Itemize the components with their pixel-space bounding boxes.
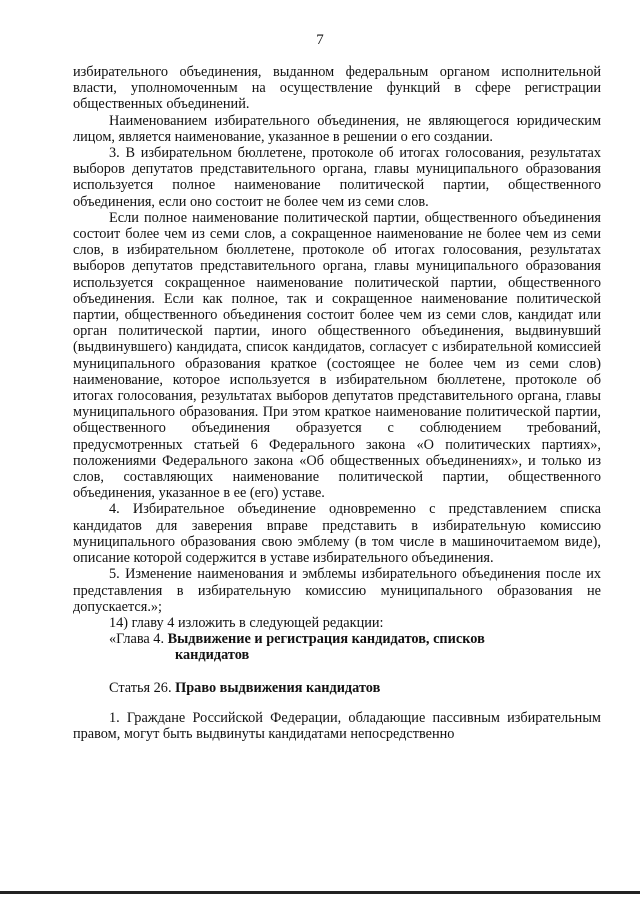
bottom-edge-line [0, 891, 640, 894]
paragraph: 4. Избирательное объединение одновременно с представлением списка кандидатов для заверения вправе представить в избирательную комиссию муниципального образования свою эмблему (в том числе в машиночитаемом виде), описание которой содержится в уставе избирательного объединения. [73, 501, 601, 567]
chapter-prefix: «Глава 4. [109, 631, 168, 648]
page-number: 7 [316, 32, 324, 48]
chapter-title: Выдвижение и регистрация кандидатов, списков [167, 631, 485, 648]
document-body [73, 64, 601, 742]
article-prefix: Статья 26. [109, 679, 176, 696]
paragraph: 1. Граждане Российской Федерации, обладающие пассивным избирательным правом, могут быть выдвинуты кандидатами непосредственно [73, 709, 601, 742]
chapter-heading [73, 631, 601, 647]
paragraph: 5. Изменение наименования и эмблемы избирательного объединения после их представления в избирательную комиссию муниципального образования не допускается.»; [73, 566, 601, 615]
paragraph: Наименованием избирательного объединения, не являющегося юридическим лицом, является наименование, указанное в решении о его создании. [73, 112, 601, 145]
paragraph: избирательного объединения, выданном федеральным органом исполнительной власти, уполномоченным на осуществление функций в сфере регистрации общественных объединений. [73, 64, 601, 113]
article-heading [73, 680, 601, 696]
paragraph: 14) главу 4 изложить в следующей редакции: [109, 614, 384, 631]
article-title: Право выдвижения кандидатов [175, 679, 381, 696]
chapter-title-continued: кандидатов [175, 647, 250, 664]
paragraph: Если полное наименование политической партии, общественного объединения состоит более чем из семи слов, а сокращенное наименование не более чем из семи слов, в избирательном бюллетене, протоколе об итогах голосования, результатах выборов депутатов представительного органа, главы муниципального образования используется сокращенное наименование политической партии, общественного объединения. Если как полное, так и сокращенное наименование политической партии, общественного объединения состоит более чем из семи слов, кандидат или орган политической партии, иного общественного объединения, выдвинувший (выдвинувшего) кандидата, список кандидатов, согласует с избирательной комиссией муниципального образования краткое (состоящее не более чем из семи слов) наименование, которое используется в избирательном бюллетене, протоколе об итогах голосования, результатах выборов депутатов представительного органа, главы муниципального образования. При этом краткое наименование политической партии, общественного объединения образуется с соблюдением требований, предусмотренных статьей 6 Федерального закона «О политических партиях», положениями Федерального закона «Об общественных объединениях», и только из слов, составляющих наименование политической партии, общественного объединения, указанное в ее (его) уставе. [73, 209, 601, 502]
paragraph: 3. В избирательном бюллетене, протоколе об итогах голосования, результатах выборов депутатов представительного органа, главы муниципального образования используется полное наименование политической партии, общественного объединения, если оно состоит не более чем из семи слов. [73, 145, 601, 210]
